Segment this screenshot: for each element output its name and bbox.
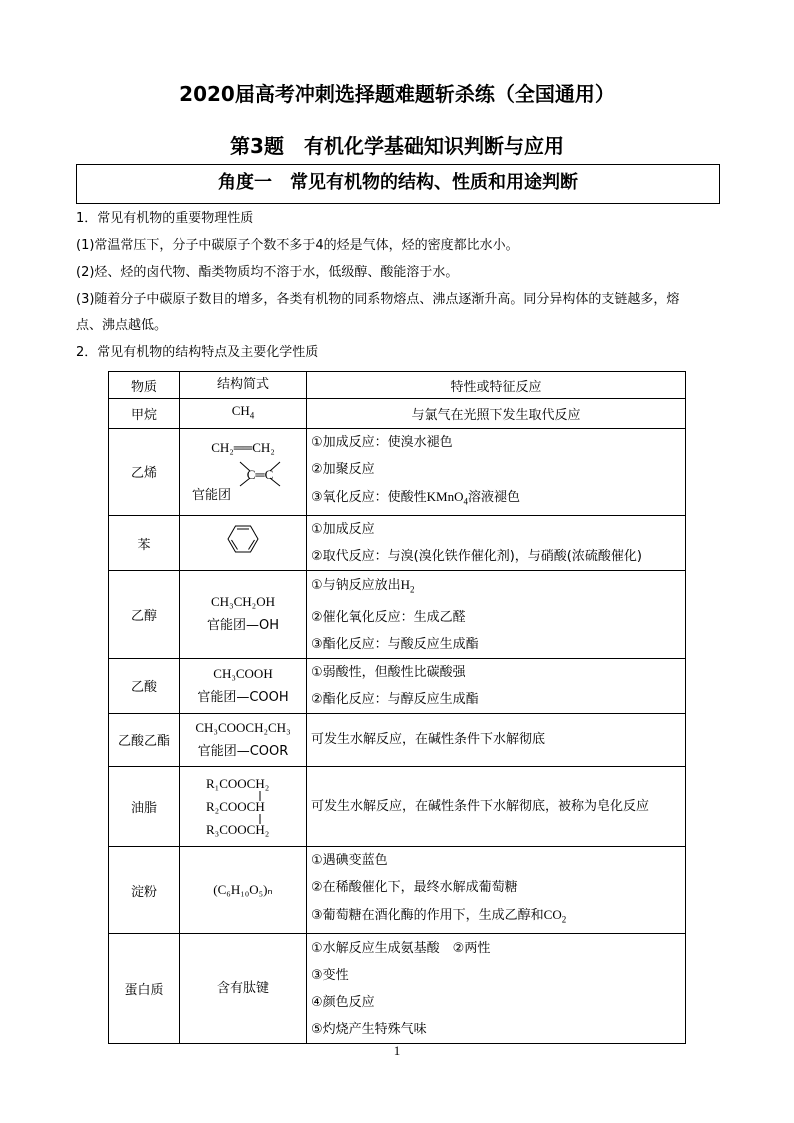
benzene-ring-diagram: [218, 519, 268, 559]
row-ethyl-acetate: [109, 713, 686, 766]
acetic-acid-name: 乙酸: [109, 658, 180, 713]
methane-name: 甲烷: [109, 399, 180, 429]
row-methane: [109, 399, 686, 429]
fat-structure: R₁COOCH₂ R₂COOCH R₃COOCH₂: [180, 766, 307, 846]
protein-structure: 含有肽键: [180, 934, 307, 1044]
organic-compounds-table: [108, 371, 686, 1044]
ethylene-formula: CH₂══CH₂: [211, 439, 275, 455]
row-ethylene: [109, 428, 686, 516]
starch-formula: (C₆H₁₀O₅)ₙ: [180, 846, 307, 934]
header-properties: 特性或特征反应: [307, 372, 686, 399]
row-protein: [109, 934, 686, 1044]
header-structure: 结构简式: [180, 372, 307, 399]
section1-heading: 1．常见有机物的重要物理性质: [76, 211, 254, 226]
fat-props: 可发生水解反应，在碱性条件下水解彻底，被称为皂化反应: [307, 766, 686, 846]
benzene-props: ①加成反应 ②取代反应：与溴(溴化铁作催化剂)，与硝酸(浓硫酸催化): [307, 516, 686, 571]
section1-item-2: (2)烃、烃的卤代物、酯类物质均不溶于水，低级醇、酸能溶于水。: [76, 265, 459, 280]
ethylene-props: ①加成反应：使溴水褪色 ②加聚反应 ③氧化反应：使酸性KMnO$_4$溶液褪色: [307, 428, 686, 516]
table-header-row: [109, 372, 686, 399]
row-fat: [109, 766, 686, 846]
section1-item-3: (3)随着分子中碳原子数目的增多，各类有机物的同系物熔点、沸点逐渐升高。同分异构体的支链越多，熔: [76, 292, 680, 307]
ethanol-props: ①与钠反应放出$H_2$ ②催化氧化反应：生成乙醛 ③酯化反应：与酸反应生成酯: [307, 571, 686, 659]
methane-formula: $CH_4$: [180, 399, 307, 429]
section1-item-1: (1)常温常压下，分子中碳原子个数不多于4的烃是气体，烃的密度都比水小。: [76, 238, 519, 253]
ethylene-name: 乙烯: [109, 428, 180, 516]
starch-props: ①遇碘变蓝色 ②在稀酸催化下，最终水解成葡萄糖 ③葡萄糖在酒化酶的作用下，生成乙醇和$CO_2$: [307, 846, 686, 934]
ethylene-structure: [180, 428, 307, 516]
alkene-double-bond-diagram: [180, 432, 306, 512]
row-starch: [109, 846, 686, 934]
functional-group-label: 官能团: [192, 487, 232, 503]
acetic-acid-props: ①弱酸性，但酸性比碳酸强 ②酯化反应：与醇反应生成酯: [307, 658, 686, 713]
page-number: 1: [393, 1043, 401, 1058]
section2-heading: 2．常见有机物的结构特点及主要化学性质: [76, 345, 319, 360]
row-ethanol: [109, 571, 686, 659]
document-title: 2020届高考冲刺选择题难题斩杀练（全国通用）: [179, 82, 615, 106]
benzene-name: 苯: [109, 516, 180, 571]
starch-name: 淀粉: [109, 846, 180, 934]
ethanol-structure: CH₃CH₂OH 官能团—OH: [180, 571, 307, 659]
section1-item-3-cont: 点、沸点越低。: [76, 318, 168, 333]
ethanol-name: 乙醇: [109, 571, 180, 659]
question-title: 第3题 有机化学基础知识判断与应用: [230, 134, 564, 158]
benzene-structure: [180, 516, 307, 571]
acetic-acid-structure: CH₃COOH 官能团—COOH: [180, 658, 307, 713]
ethyl-acetate-props: 可发生水解反应，在碱性条件下水解彻底: [307, 713, 686, 766]
methane-props: 与氯气在光照下发生取代反应: [307, 399, 686, 429]
glyceride-bond-lines: [180, 768, 306, 844]
ethyl-acetate-name: 乙酸乙酯: [109, 713, 180, 766]
svg-text:C═C: C═C: [246, 466, 274, 482]
ethyl-acetate-structure: CH₃COOCH₂CH₃ 官能团—COOR: [180, 713, 307, 766]
fat-name: 油脂: [109, 766, 180, 846]
protein-props: ①水解反应生成氨基酸 ②两性 ③变性 ④颜色反应 ⑤灼烧产生特殊气味: [307, 934, 686, 1044]
row-acetic-acid: [109, 658, 686, 713]
protein-name: 蛋白质: [109, 934, 180, 1044]
row-benzene: [109, 516, 686, 571]
header-substance: 物质: [109, 372, 180, 399]
angle-heading-box: 角度一 常见有机物的结构、性质和用途判断: [76, 164, 720, 204]
